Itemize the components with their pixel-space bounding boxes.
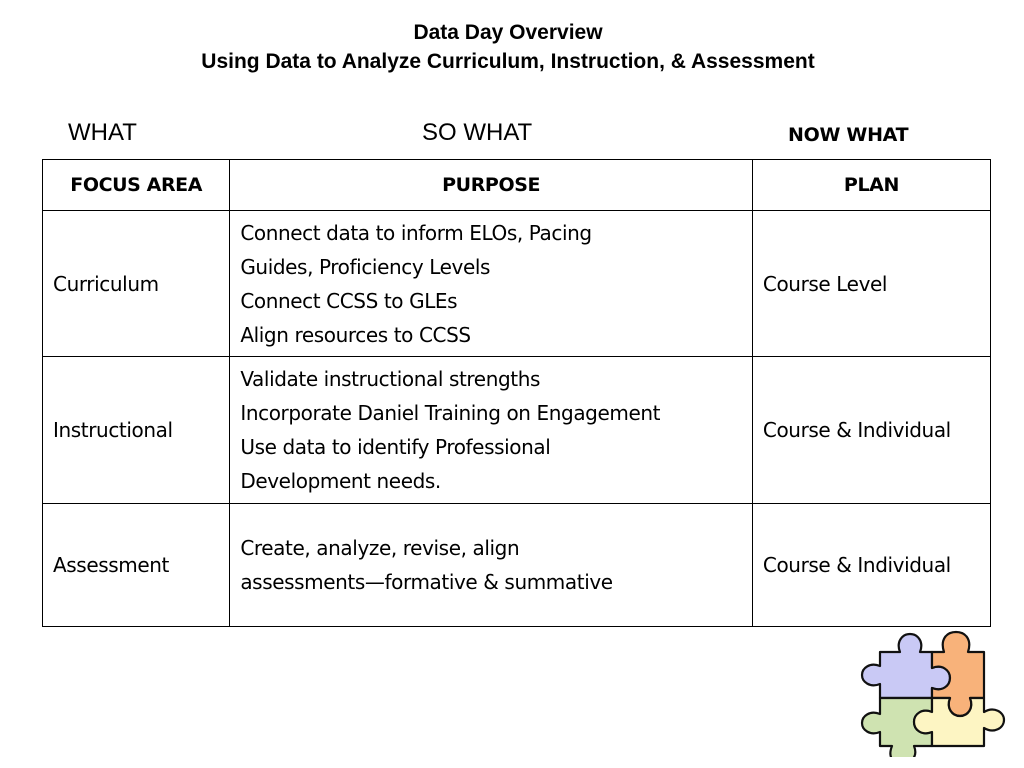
plan-cell: Course & Individual xyxy=(752,357,990,504)
column-header-focus-area: FOCUS AREA xyxy=(43,160,230,211)
purpose-line: Connect data to inform ELOs, Pacing xyxy=(240,220,592,245)
purpose-line: Use data to identify Professional xyxy=(240,435,551,459)
now-what-label: NOW WHAT xyxy=(788,124,909,146)
purpose-line: Align resources to CCSS xyxy=(240,322,471,347)
what-label: WHAT xyxy=(68,119,137,146)
so-what-label: SO WHAT xyxy=(422,119,533,146)
plan-cell: Course Level xyxy=(752,211,990,357)
table-row xyxy=(43,357,991,504)
purpose-cell xyxy=(230,357,753,504)
purpose-cell xyxy=(230,504,753,627)
title-line-2: Using Data to Analyze Curriculum, Instruction, & Assessment xyxy=(201,50,815,73)
column-header-purpose: PURPOSE xyxy=(230,160,753,211)
purpose-line: Validate instructional strengths xyxy=(240,367,541,391)
overview-table xyxy=(42,159,991,627)
focus-cell: Instructional xyxy=(43,357,230,504)
puzzle-pieces-icon xyxy=(858,612,1008,757)
purpose-line: Connect CCSS to GLEs xyxy=(240,288,458,313)
table-row xyxy=(43,504,991,627)
title-line-1: Data Day Overview xyxy=(413,21,603,44)
plan-cell: Course & Individual xyxy=(752,504,990,627)
purpose-line: Incorporate Daniel Training on Engagement xyxy=(240,401,661,425)
purpose-line: Development needs. xyxy=(240,469,441,493)
page-title xyxy=(0,18,1016,76)
column-header-plan: PLAN xyxy=(752,160,990,211)
purpose-cell xyxy=(230,211,753,357)
purpose-line: assessments—formative & summative xyxy=(240,570,613,594)
purpose-line: Guides, Proficiency Levels xyxy=(240,254,491,279)
purpose-line: Create, analyze, revise, align xyxy=(240,536,520,560)
table-header-row xyxy=(43,160,991,211)
focus-cell: Assessment xyxy=(43,504,230,627)
focus-cell: Curriculum xyxy=(43,211,230,357)
table-row xyxy=(43,211,991,357)
